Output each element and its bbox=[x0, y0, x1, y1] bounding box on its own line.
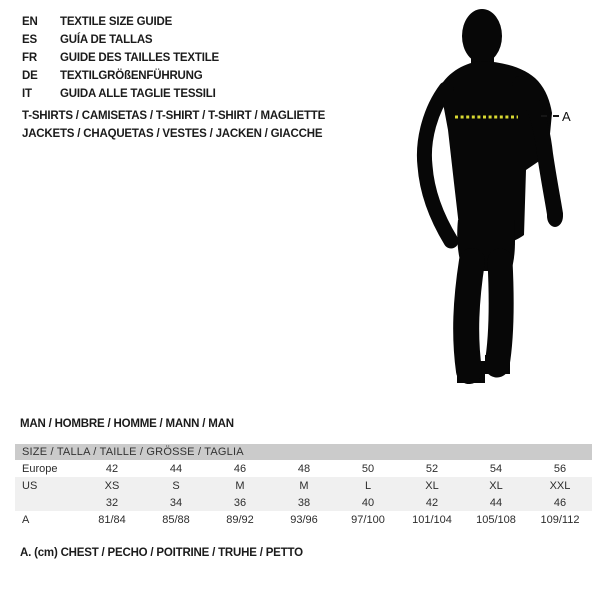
language-code: EN bbox=[22, 16, 38, 28]
row-label bbox=[15, 494, 80, 511]
size-cell: 36 bbox=[233, 496, 247, 509]
size-cell: 89/92 bbox=[226, 513, 254, 526]
table-row-us bbox=[15, 477, 592, 494]
language-code: FR bbox=[22, 52, 37, 64]
size-cell: 56 bbox=[553, 462, 567, 475]
language-code: ES bbox=[22, 34, 37, 46]
size-cell: 93/96 bbox=[290, 513, 318, 526]
language-row bbox=[22, 85, 219, 103]
size-cell: M bbox=[235, 479, 245, 492]
size-cell: 34 bbox=[169, 496, 183, 509]
size-cell: 109/112 bbox=[540, 513, 580, 526]
language-label: TEXTILE SIZE GUIDE bbox=[60, 16, 173, 28]
size-cell: XL bbox=[489, 479, 503, 492]
language-label: GUIDE DES TAILLES TEXTILE bbox=[60, 52, 219, 64]
size-cell: 40 bbox=[361, 496, 375, 509]
size-cell: 44 bbox=[169, 462, 183, 475]
footnote-chest-measure: A. (cm) CHEST / PECHO / POITRINE / TRUHE / PETTO bbox=[20, 547, 303, 559]
size-cell: 46 bbox=[233, 462, 247, 475]
man-silhouette-icon bbox=[408, 5, 573, 390]
language-row bbox=[22, 49, 219, 67]
language-row bbox=[22, 13, 219, 31]
language-label: TEXTILGRÖßENFÜHRUNG bbox=[60, 70, 203, 82]
row-label: A bbox=[22, 513, 30, 526]
row-label: US bbox=[22, 479, 38, 492]
language-list bbox=[22, 13, 219, 103]
size-cell: 85/88 bbox=[162, 513, 190, 526]
size-cell: XL bbox=[425, 479, 439, 492]
language-row bbox=[22, 67, 219, 85]
language-code: IT bbox=[22, 88, 32, 100]
size-cell: 42 bbox=[425, 496, 439, 509]
row-label: Europe bbox=[22, 462, 58, 475]
size-table-header: SIZE / TALLA / TAILLE / GRÖSSE / TAGLIA bbox=[15, 444, 592, 460]
section-title-man: MAN / HOMBRE / HOMME / MANN / MAN bbox=[20, 418, 234, 430]
table-row-uk bbox=[15, 494, 592, 511]
measure-label-a: A bbox=[562, 109, 571, 124]
language-code: DE bbox=[22, 70, 38, 82]
language-label: GUÍA DE TALLAS bbox=[60, 34, 153, 46]
size-cell: 50 bbox=[361, 462, 375, 475]
size-cell: 48 bbox=[297, 462, 311, 475]
size-cell: 54 bbox=[489, 462, 503, 475]
size-cell: 105/108 bbox=[476, 513, 516, 526]
language-label: GUIDA ALLE TAGLIE TESSILI bbox=[60, 88, 216, 100]
size-cell: 42 bbox=[105, 462, 119, 475]
size-cell: 81/84 bbox=[98, 513, 126, 526]
category-title-jackets: JACKETS / CHAQUETAS / VESTES / JACKEN / GIACCHE bbox=[22, 128, 323, 140]
table-row-europe bbox=[15, 460, 592, 477]
size-cell: S bbox=[172, 479, 180, 492]
measure-callout-dashes bbox=[541, 115, 559, 117]
size-cell: 101/104 bbox=[412, 513, 452, 526]
category-titles bbox=[22, 107, 325, 143]
size-cell: 52 bbox=[425, 462, 439, 475]
size-cell: XS bbox=[104, 479, 120, 492]
language-row bbox=[22, 31, 219, 49]
size-cell: L bbox=[364, 479, 372, 492]
size-table bbox=[15, 444, 592, 528]
category-title-tshirts: T-SHIRTS / CAMISETAS / T-SHIRT / T-SHIRT / MAGLIETTE bbox=[22, 110, 326, 122]
size-cell: 44 bbox=[489, 496, 503, 509]
size-table-grid bbox=[15, 460, 592, 528]
silhouette-torso bbox=[440, 61, 552, 246]
table-row-chest-cm bbox=[15, 511, 592, 528]
silhouette-leg-right bbox=[497, 261, 501, 365]
size-cell: 97/100 bbox=[351, 513, 385, 526]
size-cell: 32 bbox=[105, 496, 119, 509]
silhouette-leg-left bbox=[466, 261, 472, 371]
size-cell: 38 bbox=[297, 496, 311, 509]
size-cell: XXL bbox=[549, 479, 571, 492]
size-cell: 46 bbox=[553, 496, 567, 509]
size-cell: M bbox=[299, 479, 309, 492]
